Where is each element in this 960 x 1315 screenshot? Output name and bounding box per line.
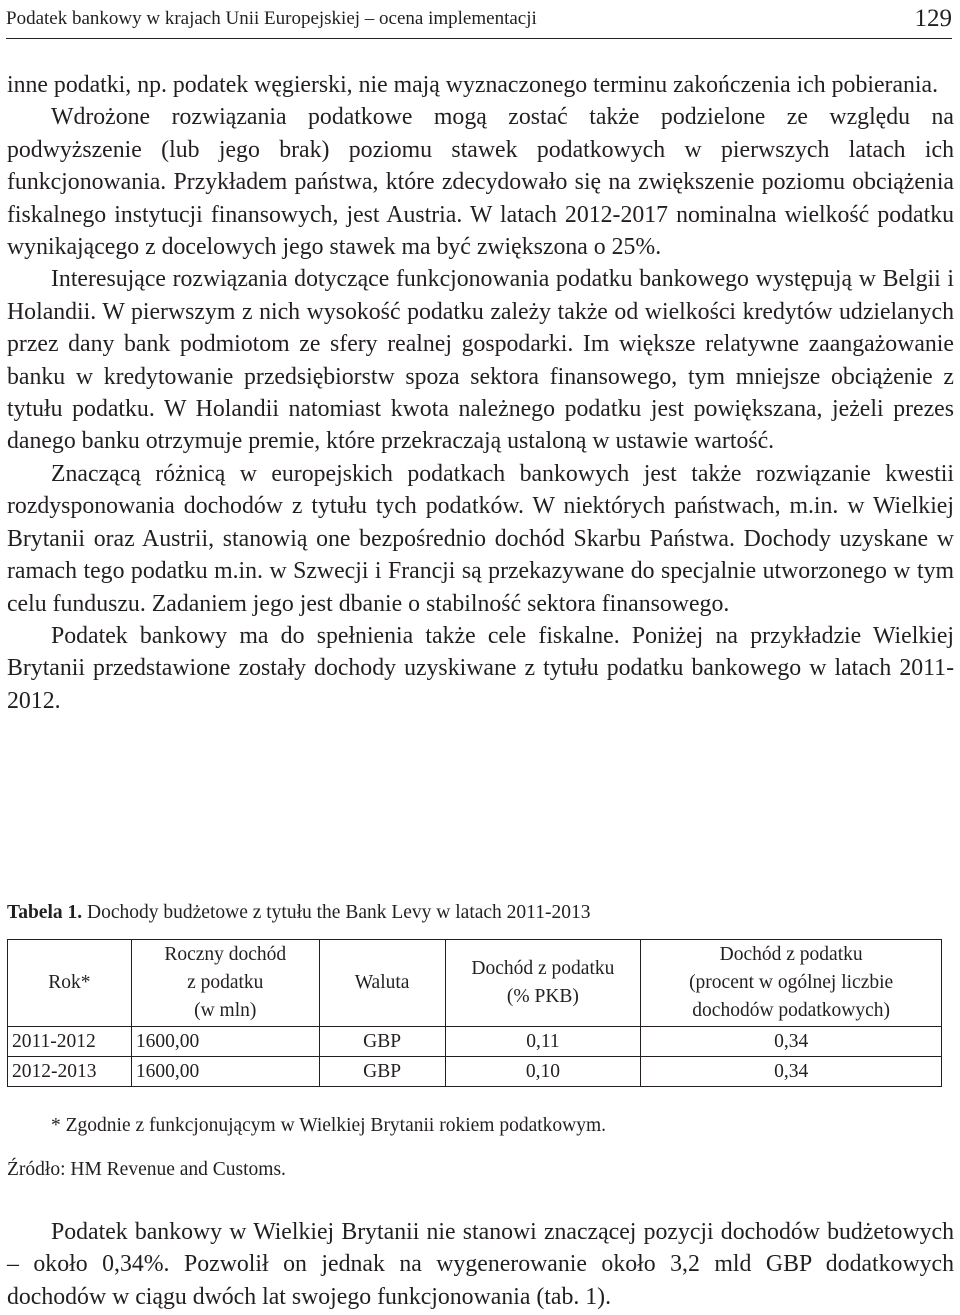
header-cell-currency: Waluta [319,940,445,1027]
cell-currency: GBP [319,1027,445,1057]
header-cell-year: Rok* [8,940,132,1027]
closing-text [7,1216,954,1313]
cell-year: 2011-2012 [8,1027,132,1057]
header-cell-annual-revenue: Roczny dochód z podatku (w mln) [131,940,319,1027]
header-cell-revenue-pct-gdp: Dochód z podatku (% PKB) [445,940,641,1027]
cell-revenue-pct-gdp: 0,10 [445,1057,641,1087]
paragraph: Wdrożone rozwiązania podatkowe mogą zostać także podzielone ze względu na podwyższenie (lub jego brak) poziomu stawek podatkowych w pierwszych latach ich funkcjonowania. Przykładem państwa, które zdecydowało się na zwiększenie poziomu obciążenia fiskalnego instytucji finansowych, jest Austria. W latach 2012-2017 nominalna wielkość podatku wynikającego z docelowych jego stawek ma być zwiększona o 25%. [7,104,954,261]
table-row [8,1057,942,1087]
body-text [7,69,954,717]
revenue-table [7,939,942,1087]
table-footnote: * Zgodnie z funkcjonującym w Wielkiej Brytanii rokiem podatkowym. [51,1115,607,1136]
cell-revenue-pct-tax: 0,34 [641,1027,942,1057]
header-cell-revenue-pct-tax: Dochód z podatku (procent w ogólnej liczbie dochodów podatkowych) [641,940,942,1027]
cell-revenue-pct-tax: 0,34 [641,1057,942,1087]
paragraph: Podatek bankowy ma do spełnienia także cele fiskalne. Poniżej na przykładzie Wielkiej Brytanii przedstawione zostały dochody uzyskiwane z tytułu podatku bankowego w latach 2011-2012. [7,622,954,714]
paragraph: inne podatki, np. podatek węgierski, nie mają wyznaczonego terminu zakończenia ich pobierania. [7,72,939,98]
table-row [8,1027,942,1057]
cell-year: 2012-2013 [8,1057,132,1087]
cell-revenue-pct-gdp: 0,11 [445,1027,641,1057]
page-number: 129 [914,5,952,32]
running-header [6,0,952,39]
table-caption-text: Dochody budżetowe z tytułu the Bank Levy w latach 2011-2013 [87,902,591,923]
paragraph: Interesujące rozwiązania dotyczące funkcjonowania podatku bankowego występują w Belgii i Holandii. W pierwszym z nich wysokość podatku zależy także od wielkości kredytów udzielanych przez dany bank podmiotom ze sfery realnej gospodarki. Im większe relatywne zaangażowanie banku w kredytowanie przedsiębiorstw spoza sektora finansowego, tym mniejsze obciążenie z tytułu podatku. W Holandii natomiast kwota należnego podatku jest powiększana, jeżeli prezes danego banku otrzymuje premie, które przekraczają ustaloną w ustawie wartość. [7,266,954,455]
cell-annual-revenue: 1600,00 [131,1057,319,1087]
running-title: Podatek bankowy w krajach Unii Europejskiej – ocena implementacji [6,8,537,29]
table-label: Tabela 1. [7,902,83,923]
table-caption [7,902,590,924]
paragraph: Podatek bankowy w Wielkiej Brytanii nie stanowi znaczącej pozycji dochodów budżetowych – około 0,34%. Pozwolił on jednak na wygenerowanie około 3,2 mld GBP dodatkowych dochodów w ciągu dwóch lat swojego funkcjonowania (tab. 1). [7,1219,954,1310]
cell-annual-revenue: 1600,00 [131,1027,319,1057]
table-source: Źródło: HM Revenue and Customs. [7,1159,286,1180]
table-header-row [8,940,942,1027]
cell-currency: GBP [319,1057,445,1087]
paragraph: Znaczącą różnicą w europejskich podatkach bankowych jest także rozwiązanie kwestii rozdysponowania dochodów z tytułu tych podatków. W niektórych państwach, m.in. w Wielkiej Brytanii oraz Austrii, stanowią one bezpośrednio dochód Skarbu Państwa. Dochody uzyskane w ramach tego podatku m.in. w Szwecji i Francji są przekazywane do specjalnie utworzonego w tym celu funduszu. Zadaniem jego jest dbanie o stabilność sektora finansowego. [7,460,954,617]
